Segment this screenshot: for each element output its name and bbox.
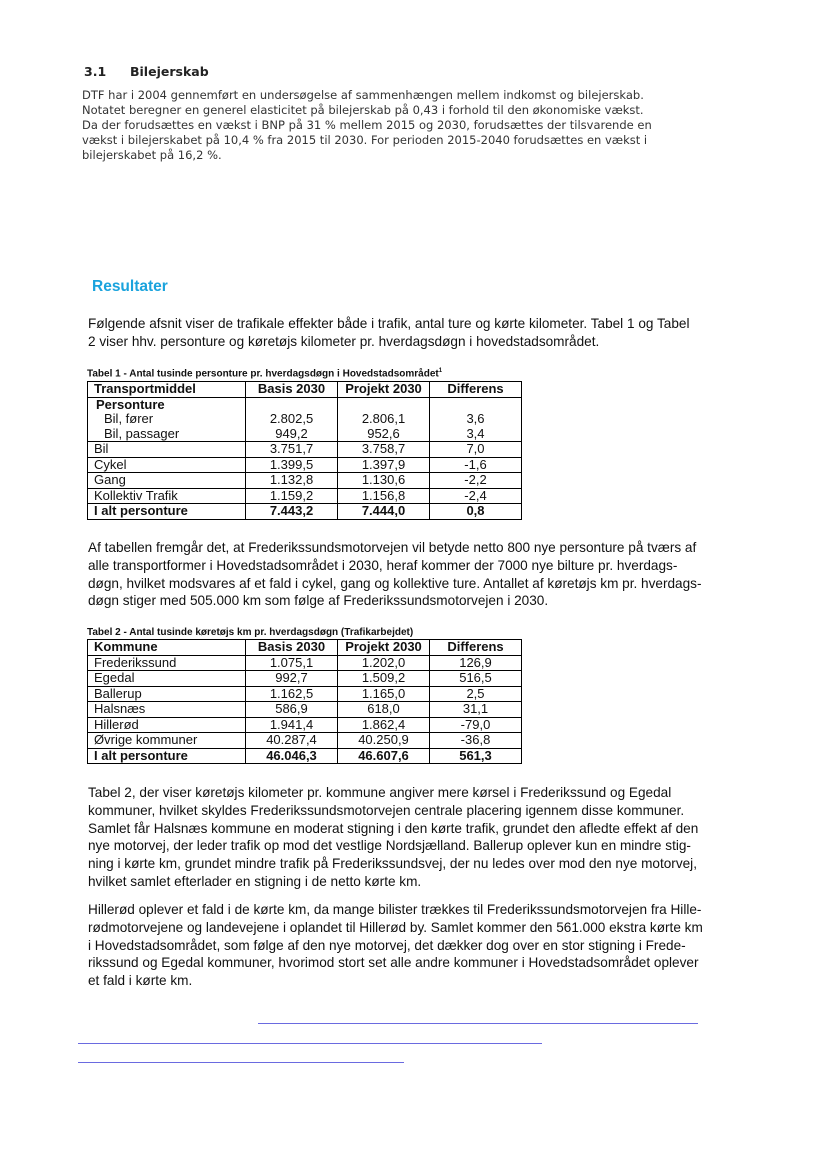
results-paragraph-1 bbox=[88, 315, 738, 351]
cell-diff: -1,6 bbox=[430, 457, 522, 473]
row-label: Frederikssund bbox=[88, 655, 246, 671]
text-line: Af tabellen fremgår det, at Frederikssundsmotorvejen vil betyde netto 800 nye personture på tværs af bbox=[88, 540, 697, 555]
text-line: vækst i bilejerskabet på 10,4 % fra 2015 til 2030. For perioden 2015-2040 forudsættes en vækst i bbox=[82, 133, 648, 147]
row-label: Kollektiv Trafik bbox=[88, 488, 246, 504]
results-paragraph-4 bbox=[88, 901, 738, 990]
cell-diff: 2,5 bbox=[430, 686, 522, 702]
text-line: 2 viser hhv. personture og køretøjs kilometer pr. hverdagsdøgn i hovedstadsområdet. bbox=[88, 333, 600, 349]
cell-projekt: 1.130,6 bbox=[338, 473, 430, 489]
cell-basis: 992,7 bbox=[246, 671, 338, 687]
text-line: et fald i kørte km. bbox=[88, 973, 193, 989]
row-label: Egedal bbox=[88, 671, 246, 687]
text-line: Hillerød oplever et fald i de kørte km, da mange bilister trækkes til Frederikssundsmotorvejen fra Hille- bbox=[88, 902, 702, 917]
group-label: Personture bbox=[88, 397, 246, 412]
row-label: Cykel bbox=[88, 457, 246, 473]
cell-diff: 516,5 bbox=[430, 671, 522, 687]
table-row bbox=[88, 488, 522, 504]
text-line: ning i kørte km, grundet mindre trafik på Frederikssundsvej, der nu ledes over mod den nye motorvej, bbox=[88, 856, 697, 872]
cell-projekt: 3.758,7 bbox=[338, 442, 430, 458]
cell-diff: 7,0 bbox=[430, 442, 522, 458]
column-header: Transportmiddel bbox=[88, 382, 246, 398]
cell-projekt: 1.862,4 bbox=[338, 717, 430, 733]
cell-projekt: 46.607,6 bbox=[338, 748, 430, 764]
cell-diff: 0,8 bbox=[430, 504, 522, 520]
row-label: Bil bbox=[88, 442, 246, 458]
table1 bbox=[87, 381, 522, 520]
footnote-link-underline[interactable] bbox=[258, 1023, 698, 1024]
section-title: Bilejerskab bbox=[130, 64, 209, 79]
table-row bbox=[88, 457, 522, 473]
cell-basis: 1.159,2 bbox=[246, 488, 338, 504]
cell-basis: 2.802,5 bbox=[246, 412, 338, 427]
results-paragraph-3 bbox=[88, 784, 738, 891]
cell-basis: 586,9 bbox=[246, 702, 338, 718]
results-heading: Resultater bbox=[92, 278, 168, 295]
text-line: Da der forudsættes en vækst i BNP på 31 % mellem 2015 og 2030, forudsættes der tilsvarende en bbox=[82, 118, 652, 132]
row-label: Ballerup bbox=[88, 686, 246, 702]
text-line: døgn, hvilket modsvares af et fald i cykel, gang og kollektive ture. Antallet af køretøjs km pr. hverdags- bbox=[88, 575, 702, 591]
footnote-link-underline[interactable] bbox=[78, 1043, 542, 1044]
table-header-row bbox=[88, 382, 522, 398]
cell-projekt: 1.202,0 bbox=[338, 655, 430, 671]
cell-projekt: 952,6 bbox=[338, 427, 430, 442]
column-header: Projekt 2030 bbox=[338, 640, 430, 656]
cell-projekt: 2.806,1 bbox=[338, 412, 430, 427]
cell-diff: 561,3 bbox=[430, 748, 522, 764]
section-number: 3.1 bbox=[84, 64, 107, 79]
table2-caption: Tabel 2 - Antal tusinde køretøjs km pr. hverdagsdøgn (Trafikarbejdet) bbox=[87, 627, 414, 638]
text-line: bilejerskabet på 16,2 %. bbox=[82, 148, 222, 162]
table-row bbox=[88, 702, 522, 718]
text-line: alle transportformer i Hovedstadsområdet i 2030, heraf kommer der 7000 nye bilture pr. hverdags- bbox=[88, 557, 678, 573]
cell-projekt: 1.165,0 bbox=[338, 686, 430, 702]
cell-projekt: 618,0 bbox=[338, 702, 430, 718]
cell-projekt: 1.156,8 bbox=[338, 488, 430, 504]
table-row bbox=[88, 671, 522, 687]
column-header: Basis 2030 bbox=[246, 640, 338, 656]
text-line: nye motorvej, der leder trafik op mod det vestlige Nordsjælland. Ballerup oplever kun en mindre stig- bbox=[88, 838, 691, 854]
cell-basis: 1.162,5 bbox=[246, 686, 338, 702]
cell-basis: 46.046,3 bbox=[246, 748, 338, 764]
table1-caption: Tabel 1 - Antal tusinde personture pr. hverdagsdøgn i Hovedstadsområdet$^1$ bbox=[87, 368, 443, 380]
text-line: Notatet beregner en generel elasticitet på bilejerskab på 0,43 i forhold til den økonomiske vækst. bbox=[82, 103, 644, 117]
table-row bbox=[88, 427, 522, 442]
table-total-row bbox=[88, 748, 522, 764]
cell-projekt: 40.250,9 bbox=[338, 733, 430, 749]
cell-diff: -2,2 bbox=[430, 473, 522, 489]
column-header: Differens bbox=[430, 382, 522, 398]
cell-projekt: 1.509,2 bbox=[338, 671, 430, 687]
results-paragraph-2 bbox=[88, 539, 738, 610]
cell-basis: 7.443,2 bbox=[246, 504, 338, 520]
footnote-mark: 1 bbox=[438, 368, 443, 374]
section-intro-paragraph bbox=[82, 88, 722, 163]
row-label: I alt personture bbox=[88, 504, 246, 520]
table-row bbox=[88, 655, 522, 671]
cell-basis: 1.132,8 bbox=[246, 473, 338, 489]
column-header: Kommune bbox=[88, 640, 246, 656]
cell-projekt: 7.444,0 bbox=[338, 504, 430, 520]
row-label: Gang bbox=[88, 473, 246, 489]
cell-basis: 949,2 bbox=[246, 427, 338, 442]
cell-diff: -2,4 bbox=[430, 488, 522, 504]
text-line: Tabel 2, der viser køretøjs kilometer pr. kommune angiver mere kørsel i Frederikssund og Egedal bbox=[88, 785, 672, 800]
cell-basis: 40.287,4 bbox=[246, 733, 338, 749]
table2 bbox=[87, 639, 522, 764]
cell-diff: 3,6 bbox=[430, 412, 522, 427]
text-line: Samlet får Halsnæs kommune en moderat stigning i den kørte trafik, grundet den afledte effekt af den bbox=[88, 820, 699, 836]
row-label: I alt personture bbox=[88, 748, 246, 764]
cell-diff: -36,8 bbox=[430, 733, 522, 749]
cell-diff: -79,0 bbox=[430, 717, 522, 733]
row-label: Bil, fører bbox=[88, 412, 246, 427]
row-label: Hillerød bbox=[88, 717, 246, 733]
text-line: rikssund og Egedal kommuner, hvorimod stort set alle andre kommuner i Hovedstadsområdet oplever bbox=[88, 955, 699, 971]
text-line: rødmotorvejene og landevejene i oplandet til Hillerød by. Samlet kommer den 561.000 ekstra kørte km bbox=[88, 919, 703, 935]
cell-diff: 3,4 bbox=[430, 427, 522, 442]
table-group-row bbox=[88, 397, 522, 412]
cell-basis: 1.399,5 bbox=[246, 457, 338, 473]
cell-basis: 1.941,4 bbox=[246, 717, 338, 733]
footnote-link-underline[interactable] bbox=[78, 1062, 404, 1063]
row-label: Bil, passager bbox=[88, 427, 246, 442]
column-header: Basis 2030 bbox=[246, 382, 338, 398]
text-line: hvilket samlet efterlader en stigning i de netto kørte km. bbox=[88, 873, 422, 889]
table-row bbox=[88, 442, 522, 458]
cell-diff: 31,1 bbox=[430, 702, 522, 718]
column-header: Projekt 2030 bbox=[338, 382, 430, 398]
table-total-row bbox=[88, 504, 522, 520]
row-label: Halsnæs bbox=[88, 702, 246, 718]
text-line: DTF har i 2004 gennemført en undersøgelse af sammenhængen mellem indkomst og bilejerskab. bbox=[82, 88, 644, 102]
cell-projekt: 1.397,9 bbox=[338, 457, 430, 473]
cell-basis: 3.751,7 bbox=[246, 442, 338, 458]
column-header: Differens bbox=[430, 640, 522, 656]
table-row bbox=[88, 686, 522, 702]
table-row bbox=[88, 412, 522, 427]
text-line: døgn stiger med 505.000 km som følge af Frederikssundsmotorvejen i 2030. bbox=[88, 593, 549, 609]
table-header-row bbox=[88, 640, 522, 656]
row-label: Øvrige kommuner bbox=[88, 733, 246, 749]
text-line: Følgende afsnit viser de trafikale effekter både i trafik, antal ture og kørte kilometer. Tabel 1 og Tabel bbox=[88, 316, 690, 331]
text-line: kommuner, hvilket skyldes Frederikssundsmotorvejen centrale placering igennem disse kommuner. bbox=[88, 802, 685, 818]
table-row bbox=[88, 733, 522, 749]
section-heading bbox=[84, 64, 209, 79]
text-line: i Hovedstadsområdet, som følge af den nye motorvej, det dækker dog over en stor stigning i Frede- bbox=[88, 937, 686, 953]
table-row bbox=[88, 473, 522, 489]
cell-diff: 126,9 bbox=[430, 655, 522, 671]
table-row bbox=[88, 717, 522, 733]
cell-basis: 1.075,1 bbox=[246, 655, 338, 671]
